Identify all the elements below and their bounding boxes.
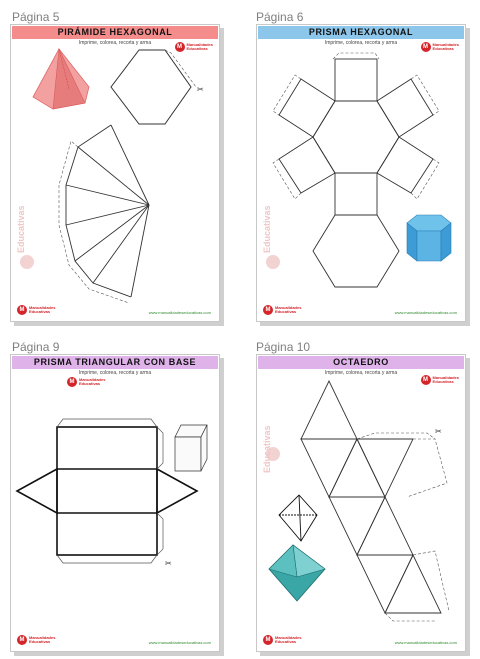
brand-logo-icon: M — [175, 42, 185, 52]
brand-logo — [17, 305, 55, 315]
scissors-icon: ✂ — [197, 85, 204, 94]
logo-text: Manualidades — [29, 305, 56, 310]
logo-text: Educativas — [186, 46, 208, 51]
worksheet-card[interactable] — [256, 354, 466, 652]
watermark-label: Educativas — [262, 205, 272, 253]
logo-text: Manualidades — [432, 42, 459, 47]
page-label: Página 6 — [256, 10, 304, 24]
card-title: PIRÁMIDE HEXAGONAL — [12, 26, 218, 39]
watermark-text — [263, 205, 272, 253]
card-subtitle: Imprime, colorea, recorta y arma — [78, 370, 152, 376]
brand-logo-icon: M — [17, 305, 27, 315]
brand-logo — [17, 635, 55, 645]
logo-text: Educativas — [275, 309, 297, 314]
worksheet-card[interactable] — [10, 354, 220, 652]
brand-logo-icon: M — [67, 377, 77, 387]
logo-text: Manualidades — [79, 377, 106, 382]
pyramid-net — [66, 125, 149, 297]
logo-text: Manualidades — [432, 375, 459, 380]
watermark-text — [17, 205, 26, 253]
pyramid-preview-and-net — [11, 25, 219, 321]
watermark-text — [263, 425, 272, 473]
watermark-icon — [266, 255, 280, 269]
watermark-label: Educativas — [262, 425, 272, 473]
page-label: Página 9 — [12, 340, 60, 354]
triangular-prism-net — [11, 355, 219, 651]
logo-text: Educativas — [432, 379, 454, 384]
footer-link[interactable]: www.manualidadeseducativas.com — [148, 310, 211, 315]
brand-logo-icon: M — [263, 305, 273, 315]
card-subtitle: Imprime, colorea, recorta y arma — [324, 370, 398, 376]
octahedron-net — [257, 355, 465, 651]
logo-text: Educativas — [29, 309, 51, 314]
watermark-label: Educativas — [16, 205, 26, 253]
hex-prism-net — [257, 25, 465, 321]
logo-text: Manualidades — [275, 305, 302, 310]
logo-text: Manualidades — [29, 635, 56, 640]
brand-logo — [263, 305, 301, 315]
footer-link[interactable]: www.manualidadeseducativas.com — [394, 640, 457, 645]
watermark-icon — [20, 255, 34, 269]
scissors-icon: ✂ — [165, 559, 172, 568]
brand-logo-icon: M — [421, 375, 431, 385]
brand-logo-icon: M — [17, 635, 27, 645]
logo-text: Educativas — [29, 639, 51, 644]
scissors-icon: ✂ — [435, 427, 442, 436]
card-title: OCTAEDRO — [258, 356, 464, 369]
logo-text: Manualidades — [275, 635, 302, 640]
page-label: Página 10 — [256, 340, 311, 354]
brand-logo-icon: M — [263, 635, 273, 645]
brand-logo-icon: M — [421, 42, 431, 52]
logo-text: Educativas — [79, 381, 101, 386]
footer-link[interactable]: www.manualidadeseducativas.com — [148, 640, 211, 645]
logo-text: Educativas — [432, 46, 454, 51]
logo-text: Educativas — [275, 639, 297, 644]
brand-logo — [263, 635, 301, 645]
card-subtitle: Imprime, colorea, recorta y arma — [324, 40, 398, 46]
logo-text: Manualidades — [186, 42, 213, 47]
worksheet-card[interactable] — [256, 24, 466, 322]
page-label: Página 5 — [12, 10, 60, 24]
card-title: PRISMA TRIANGULAR CON BASE — [12, 356, 218, 369]
worksheet-card[interactable] — [10, 24, 220, 322]
card-title: PRISMA HEXAGONAL — [258, 26, 464, 39]
card-subtitle: Imprime, colorea, recorta y arma — [78, 40, 152, 46]
footer-link[interactable]: www.manualidadeseducativas.com — [394, 310, 457, 315]
